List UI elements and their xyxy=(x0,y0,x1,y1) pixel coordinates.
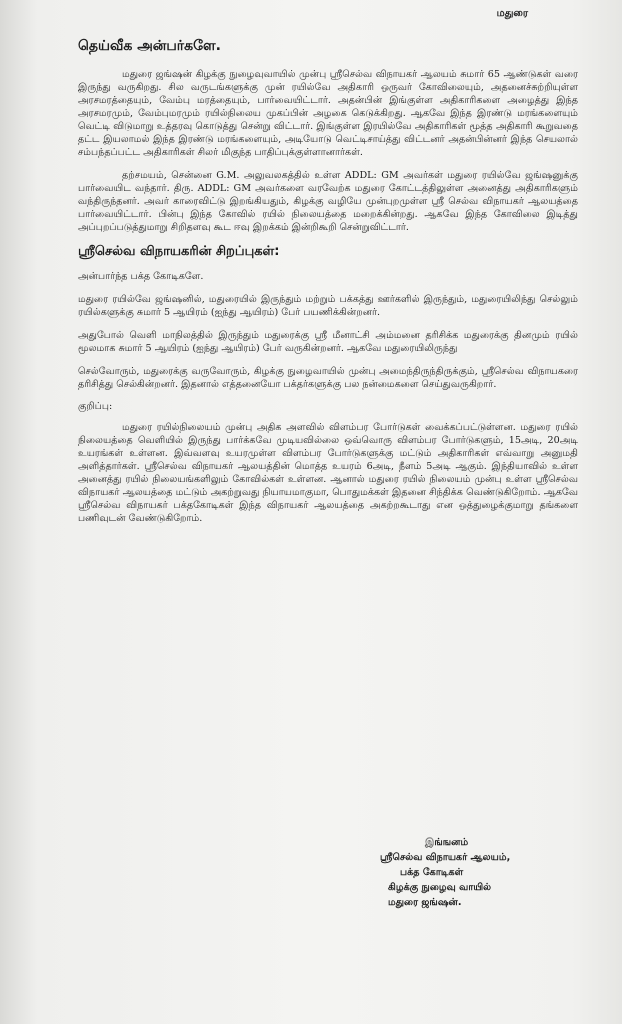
signature-line: கிழக்கு நுழைவு வாயில் xyxy=(388,882,492,893)
signature-line: இங்ஙனம் xyxy=(425,837,469,848)
paragraph-devotees: செல்வோரும், மதுரைக்கு வருவோரும், கிழக்கு நுழைவாயில் முன்பு அமைந்திருந்திருக்கும், ஸ்ரீசெல்வ விநாயகரை தரிசித்து செல்கின்றனர். இதனால் எத்தனையோ பக்தர்களுக்கு பல நன்மைகளை செய்துவருகிறார். xyxy=(78,366,578,390)
signature-block xyxy=(380,835,580,910)
signature-line: ஸ்ரீசெல்வ விநாயகர் ஆலயம், xyxy=(380,852,511,863)
greeting-line: அன்பார்ந்த பக்த கோடிகளே. xyxy=(78,271,204,282)
paragraph-passengers: மதுரை ரயில்வே ஜங்ஷனில், மதுரையில் இருந்தும் மற்றும் பக்கத்து ஊர்களில் இருந்தும், மதுரையிலிந்து செல்லும் ரயில்களுக்கு சுமார் 5 ஆயிரம் (ஐந்து ஆயிரம்) பேர் பயணிக்கின்றனர். xyxy=(78,294,578,318)
signature-line: மதுரை ஜங்ஷன். xyxy=(388,897,462,908)
section-heading-specialties: ஸ்ரீசெல்வ விநாயகரின் சிறப்புகள்: xyxy=(78,244,280,259)
salutation-heading: தெய்வீக அன்பர்களே. xyxy=(78,38,221,54)
paragraph-history: மதுரை ஜங்ஷன் கிழக்கு நுழைவுவாயில் முன்பு ஸ்ரீசெல்வ விநாயகர் ஆலயம் சுமார் 65 ஆண்டுகள் வரை இருந்து வருகிறது. சில வருடங்களுக்கு முன் ரயில்வே அதிகாரி ஒருவர் கோவிலையும், அதனைச்சுற்றியுள்ள அரசமரத்தையும், வேம்பு மரத்தையும், பார்வையிட்டார். அதன்பின் இங்குள்ள அதிகாரிகளை அழைத்து இந்த அரசமரமும், வேம்புமரமும் ரயில்நிலைய முகப்பின் அழகை கெடுக்கிறது. ஆகவே இந்த இரண்டு மரங்களையும் வெட்டி விடுமாறு உத்தரவு கொடுத்து சென்று விட்டார். இங்குள்ள இரயில்வே அதிகாரிகள் மூத்த அதிகாரி கூறுவதை தட்ட இயலாமல் இந்த இரண்டு மரங்களையும், அடியோடு வெட்டிசாய்த்து விட்டனர் அதன்பின்னர் இந்த செயலால் சம்பந்தப்பட்ட அதிகாரிகள் சிலர் மிகுந்த பாதிப்புக்குள்ளானார்கள். xyxy=(78,69,578,158)
note-label: குறிப்பு: xyxy=(78,401,113,412)
paragraph-gm-visit: தற்சமயம், சென்னை G.M. அலுவலகத்தில் உள்ள ADDL: GM அவர்கள் மதுரை ரயில்வே ஜங்ஷனுக்கு பார்வையிட வந்தார். திரு. ADDL: GM அவர்களை வரவேற்க மதுரை கோட்டத்திலுள்ள அனைத்து அதிகாரிகளும் வந்திருந்தனர். அவர் காரைவிட்டு இறங்கியதும், கிழக்கு வழியே முன்புறமுள்ள ஸ்ரீ செல்வ விநாயகர் ஆலயத்தை பார்வையிட்டார். பின்பு இந்த கோவில் ரயில் நிலையத்தை மறைக்கின்றது. ஆகவே இந்த கோவிலை இடித்து அப்புறப்படுத்துமாறு சிறிதளவு கூட ஈவு இறக்கம் இன்றிகூறி சென்றுவிட்டார். xyxy=(78,170,578,233)
paragraph-pilgrims: அதுபோல் வெளி மாநிலத்தில் இருந்தும் மதுரைக்கு ஸ்ரீ மீனாட்சி அம்மனை தரிசிக்க மதுரைக்கு தினமும் ரயில் மூலமாக சுமார் 5 ஆயிரம் (ஐந்து ஆயிரம்) பேர் வருகின்றனர். ஆகவே மதுரையிலிருந்து xyxy=(78,330,578,354)
paragraph-note: மதுரை ரயில்நிலையம் முன்பு அதிக அளவில் விளம்பர போர்டுகள் வைக்கப்பட்டுள்ளன. மதுரை ரயில் நிலையத்தை வெளியில் இருந்து பார்க்கவே முடியவில்லை ஒவ்வொரு விளம்பர போர்டுகளும், 15அடி, 20அடி உயரங்கள் உள்ளன. இவ்வளவு உயரமுள்ள விளம்பர போர்டுகளுக்கு மட்டும் அதிகாரிகள் எவ்வாறு அனுமதி அளித்தார்கள். ஸ்ரீசெல்வ விநாயகர் ஆலயத்தின் மொத்த உயரம் 6அடி, நீளம் 5அடி ஆகும். இந்தியாவில் உள்ள அனைத்து ரயில் நிலையங்களிலும் கோவில்கள் உள்ளன. ஆனால் மதுரை ரயில் நிலையம் முன்பு உள்ள ஸ்ரீசெல்வ விநாயகர் ஆலயத்தை மட்டும் அகற்றுவது நியாயமாகுமா, பொதுமக்கள் இதனை சிந்திக்க வெண்டுகிறோம். ஆகவே ஸ்ரீசெல்வ விநாயகர் பக்தகோடிகள் இந்த விநாயகர் ஆலயத்தை அகற்றகூடாது என ஒத்துழைக்குமாறு தங்களை பணிவுடன் வேண்டுகிறோம். xyxy=(78,422,578,524)
document-body xyxy=(78,6,578,535)
signature-line: பக்த கோடிகள் xyxy=(400,867,464,878)
place-header: மதுரை xyxy=(496,8,528,19)
